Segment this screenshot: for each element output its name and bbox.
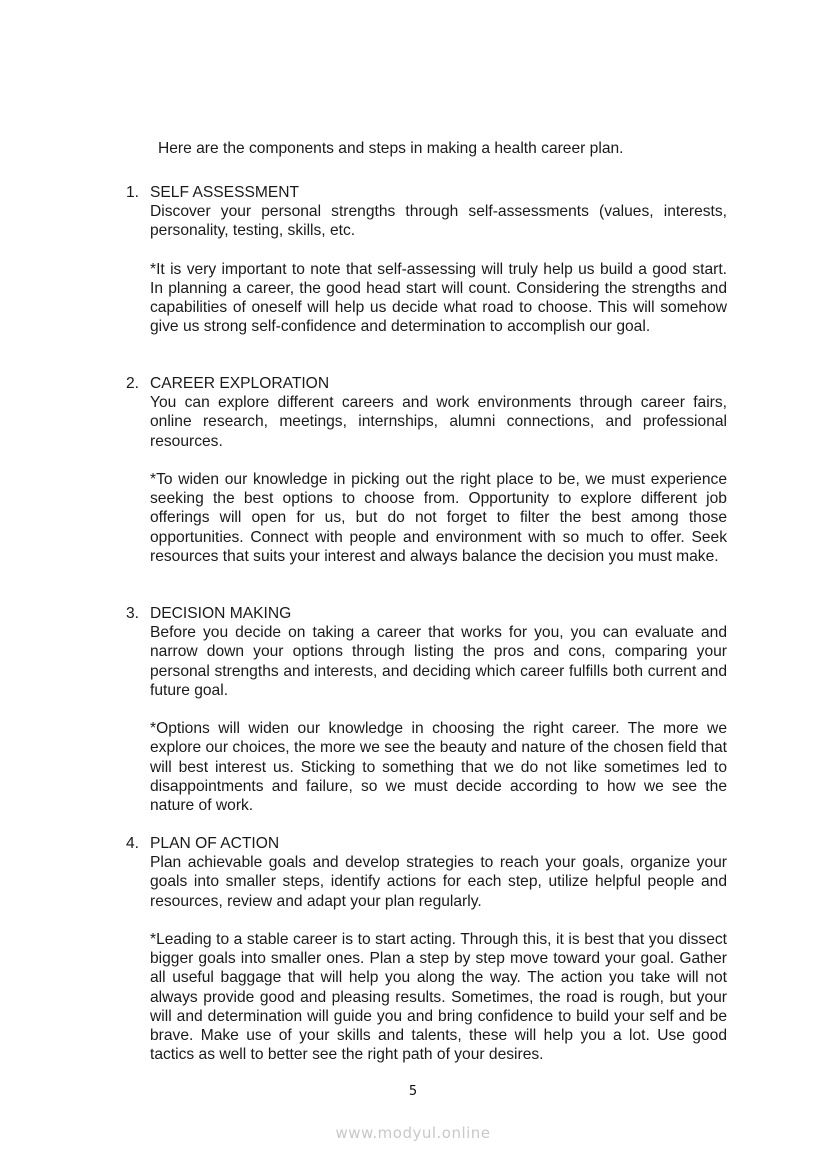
section-self-assessment — [126, 183, 727, 337]
section-decision-making — [126, 604, 727, 815]
section-description: Before you decide on taking a career that works for you, you can evaluate and narrow down your options through listing the pros and cons, comparing your personal strengths and interests, and deciding which career fulfills both current and future goal. — [150, 624, 727, 699]
section-number: 2. — [126, 375, 140, 392]
section-description: Plan achievable goals and develop strategies to reach your goals, organize your goals into smaller steps, identify actions for each step, utilize helpful people and resources, review and adapt your plan regularly. — [150, 854, 727, 910]
page-number: 5 — [408, 1084, 418, 1099]
section-description: You can explore different careers and work environments through career fairs, online research, meetings, internships, alumni connections, and professional resources. — [150, 394, 727, 450]
section-heading: PLAN OF ACTION — [150, 835, 280, 852]
section-note: *To widen our knowledge in picking out the right place to be, we must experience seeking the best options to choose from. Opportunity to explore different job offerings will open for us, but do not forget to filter the best among those opportunities. Connect with people and environment with so much to offer. Seek resources that suits your interest and always balance the decision you must make. — [150, 471, 727, 565]
intro-text: Here are the components and steps in making a health career plan. — [158, 140, 624, 157]
section-heading: SELF ASSESSMENT — [150, 184, 300, 201]
section-heading: DECISION MAKING — [150, 605, 292, 622]
section-number: 1. — [126, 184, 140, 201]
section-note: *Leading to a stable career is to start acting. Through this, it is best that you dissect bigger goals into smaller ones. Plan a step by step move toward your goal. Gather all useful baggage that will help you along the way. The action you take will not always provide good and pleasing results. Sometimes, the road is rough, but your will and determination will guide you and bring confidence to build your self and be brave. Make use of your skills and talents, these will help you a lot. Use good tactics as well to better see the right path of your desires. — [150, 931, 727, 1064]
watermark: www.modyul.online — [335, 1124, 491, 1142]
section-note: *It is very important to note that self-assessing will truly help us build a good start. In planning a career, the good head start will count. Considering the strengths and capabilities of oneself will help us decide what road to choose. This will somehow give us strong self-confidence and determination to accomplish our goal. — [150, 260, 727, 336]
section-career-exploration — [126, 374, 727, 566]
section-number: 4. — [126, 835, 140, 852]
section-heading: CAREER EXPLORATION — [150, 375, 330, 392]
section-plan-of-action — [126, 834, 727, 1064]
section-description: Discover your personal strengths through self-assessments (values, interests, personality, testing, skills, etc. — [150, 203, 727, 240]
section-note: *Options will widen our knowledge in choosing the right career. The more we explore our choices, the more we see the beauty and nature of the chosen field that will best interest us. Sticking to something that we do not like sometimes led to disappointments and failure, so we must decide according to how we see the nature of work. — [150, 720, 727, 815]
section-number: 3. — [126, 605, 140, 622]
